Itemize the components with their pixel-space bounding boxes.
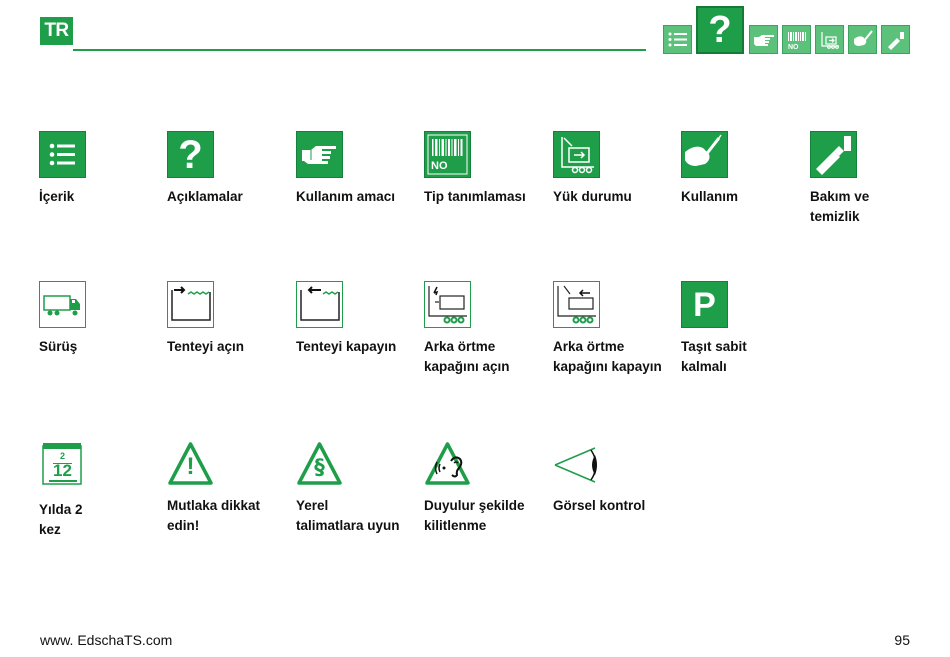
legend-item-open-rear-cover	[424, 281, 549, 377]
footer-website[interactable]: www. EdschaTS.com	[40, 632, 173, 648]
legend-item-audible-lock	[424, 440, 549, 536]
language-badge: TR	[40, 17, 73, 45]
legend-label: Sürüş	[39, 339, 78, 354]
open-rear-cover-icon	[424, 281, 471, 328]
audible-lock-icon	[424, 440, 471, 487]
legend-label: Kullanım amacı	[296, 189, 396, 204]
legend-item-contents	[39, 131, 164, 207]
legend-label: Kullanım	[681, 189, 739, 204]
open-tarp-icon	[167, 281, 214, 328]
barcode-icon	[424, 131, 471, 178]
legend-label: Tip tanımlaması	[424, 189, 526, 204]
pointing-hand-icon	[296, 131, 343, 178]
list-icon	[39, 131, 86, 178]
calendar-icon: 2 12	[39, 440, 86, 487]
legend-item-close-rear-cover	[553, 281, 678, 377]
legend-label: Açıklamalar	[167, 189, 243, 204]
truck-icon	[39, 281, 86, 328]
legend-item-vehicle-stationary	[681, 281, 806, 377]
close-rear-cover-icon	[553, 281, 600, 328]
legend-label: Arka örtme kapağını kapayın	[553, 339, 662, 374]
question-icon: ?	[167, 131, 214, 178]
legend-item-operation	[681, 131, 806, 207]
legend-item-twice-a-year	[39, 440, 164, 540]
legend-item-explanations	[167, 131, 292, 207]
barcode-icon[interactable]	[782, 25, 811, 54]
svg-text:NO: NO	[431, 160, 448, 172]
load-icon[interactable]	[815, 25, 844, 54]
maintenance-icon[interactable]	[881, 25, 910, 54]
legend-item-local-regulations	[296, 440, 421, 536]
svg-text:NO: NO	[787, 43, 798, 50]
hand-pen-icon[interactable]	[848, 25, 877, 54]
question-icon[interactable]: ?	[696, 6, 744, 54]
close-tarp-icon	[296, 281, 343, 328]
legend-label: Mutlaka dikkat edin!	[167, 498, 261, 533]
load-state-icon	[553, 131, 600, 178]
legend-item-intended-use	[296, 131, 421, 207]
legend-label: Yılda 2 kez	[39, 502, 83, 537]
maintenance-icon	[810, 131, 857, 178]
legend-item-type-designation	[424, 131, 549, 207]
hand-pen-icon	[681, 131, 728, 178]
legend-label: Tenteyi açın	[167, 339, 245, 354]
legend-label: Duyulur şekilde kilitlenme	[424, 498, 525, 533]
warning-icon: !	[167, 440, 214, 487]
regulation-icon: §	[296, 440, 343, 487]
legend-label: Tenteyi kapayın	[296, 339, 397, 354]
legend-item-maintenance	[810, 131, 935, 227]
legend-item-close-tarp	[296, 281, 421, 357]
legend-item-visual-check	[553, 440, 678, 516]
header-rule	[73, 49, 646, 51]
parking-icon: P	[681, 281, 728, 328]
page-number: 95	[894, 632, 910, 648]
legend-label: Arka örtme kapağını açın	[424, 339, 510, 374]
legend-item-load-state	[553, 131, 678, 207]
legend-label: Bakım ve temizlik	[810, 189, 870, 224]
legend-item-driving	[39, 281, 164, 357]
legend-label: İçerik	[39, 189, 75, 204]
legend-item-open-tarp	[167, 281, 292, 357]
eye-icon	[553, 440, 600, 487]
legend-label: Görsel kontrol	[553, 498, 646, 513]
legend-item-attention	[167, 440, 292, 536]
list-icon[interactable]	[663, 25, 692, 54]
legend-label: Taşıt sabit kalmalı	[681, 339, 747, 374]
legend-label: Yük durumu	[553, 189, 632, 204]
legend-label: Yerel talimatlara uyun	[296, 498, 400, 533]
pointing-hand-icon[interactable]	[749, 25, 778, 54]
